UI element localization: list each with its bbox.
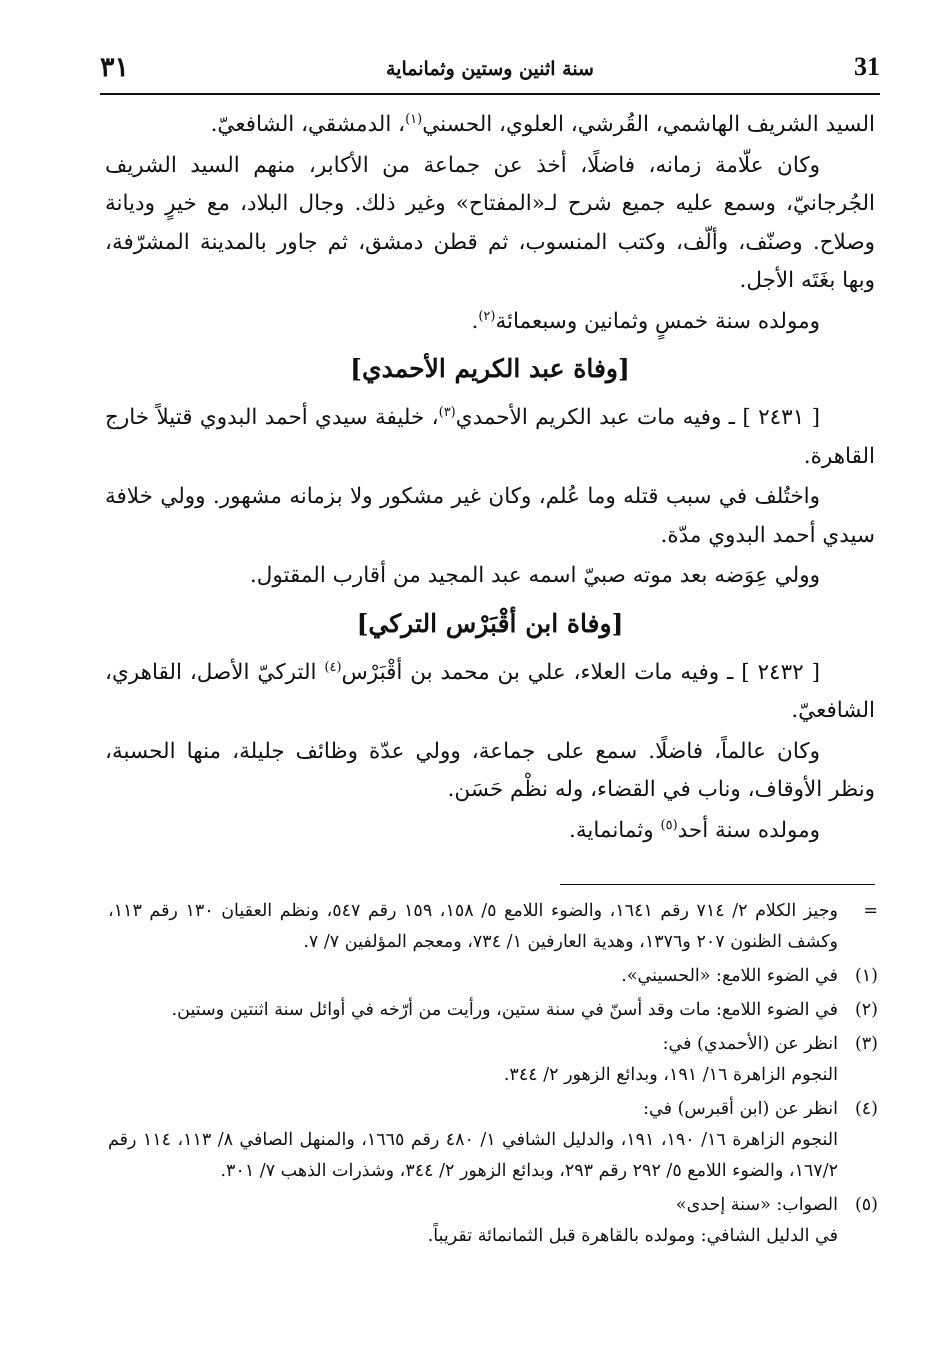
- footnote: [108, 1094, 878, 1187]
- paragraph: وكان عالماً، فاضلًا. سمع على جماعة، وولي عدّة وظائف جليلة، منها الحسبة، ونظر الأوقاف، وناب في القضاء، وله نظْم حَسَن.: [105, 738, 875, 802]
- header-rule: [100, 93, 880, 95]
- paragraph-text: ومولده سنة خمسٍ وثمانين وسبعمائة: [495, 308, 820, 334]
- section-heading: [وفاة عبد الكريم الأحمدي]: [350, 354, 630, 383]
- footnote-ref: (١): [405, 111, 423, 127]
- footnote-text: انظر عن (ابن أقبرس) في:: [643, 1099, 838, 1119]
- footnote: [108, 995, 878, 1026]
- footnote-ref: (٤): [324, 659, 342, 675]
- footnote-mark: (٢): [854, 1000, 878, 1020]
- main-text: [105, 106, 875, 852]
- footnote-text: وجيز الكلام ٢/ ٧١٤ رقم ١٦٤١، والضوء اللامع ٥/ ١٥٨، ١٥٩ رقم ٥٤٧، ونظم العقيان ١٣٠ رقم ١١٣، وكشف الظنون ٢٠٧ و١٣٧٦، وهدية العارفين ١/ ٧٣٤، ومعجم المؤلفين ٧/ ٧.: [108, 901, 838, 952]
- page-number-arabic: ٣١: [100, 52, 130, 83]
- footnote-mark: (١): [854, 966, 878, 986]
- footnote-text: النجوم الزاهرة ١٦/ ١٩١، وبدائع الزهور ٢/ ٣٤٤.: [503, 1065, 838, 1085]
- paragraph-text: ، الدمشقي، الشافعيّ.: [210, 112, 406, 137]
- paragraph-text: ومولده سنة أحد: [677, 817, 820, 843]
- footnote: [108, 961, 878, 992]
- paragraph: وولي عِوَضه بعد موته صبيّ اسمه عبد المجيد من أقارب المقتول.: [249, 563, 820, 588]
- footnote: [108, 896, 878, 958]
- footnotes: [108, 896, 878, 1255]
- entry-paragraph: [105, 399, 875, 476]
- footnote-mark: (٥): [854, 1195, 878, 1215]
- paragraph-text: التركيّ الأصل، القاهري، الشافعيّ.: [105, 659, 875, 723]
- footnote-text: في الضوء اللامع: مات وقد أسنّ في سنة ستين، ورأيت من أرّخه في أوائل سنة اثنتين وستين.: [171, 1000, 838, 1020]
- footnote-separator: [560, 884, 875, 885]
- footnote-text: الصواب: «سنة إحدى»: [675, 1195, 838, 1215]
- paragraph-text: وثمانماية.: [569, 817, 661, 843]
- paragraph-text: السيد الشريف الهاشمي، القُرشي، العلوي، الحسني: [422, 112, 875, 137]
- footnote-ref: (٥): [660, 817, 678, 833]
- footnote: [108, 1190, 878, 1252]
- paragraph: وكان علّامة زمانه، فاضلًا، أخذ عن جماعة من الأكابر، منهم السيد الشريف الجُرجانيّ، وسمع عليه جميع شرح لـ«المفتاح» وغير ذلك. وجال البلاد، مع خيرٍ وديانة وصلاح. وصنّف، وألّف، وكتب المنسوب، ثم قطن دمشق، ثم جاور بالمدينة المشرّفة، وبها بغَتَه الأجل.: [105, 152, 875, 293]
- section-heading: [وفاة ابن أقْبَرْس التركي]: [356, 608, 624, 638]
- running-title: سنة اثنين وستين وثمانماية: [386, 58, 594, 80]
- footnote-text: النجوم الزاهرة ١٦/ ١٩٠، ١٩١، والدليل الشافي ١/ ٤٨٠ رقم ١٦٦٥، والمنهل الصافي ٨/ ١١٣، ١١٤ رقم ١٦٧/٢، والضوء اللامع ٥/ ٢٩٢ رقم ٢٩٣، وبدائع الزهور ٢/ ٣٤٤، وشذرات الذهب ٧/ ٣٠١.: [108, 1130, 838, 1181]
- page-header: [100, 52, 880, 92]
- footnote-mark: (٣): [854, 1034, 878, 1054]
- entry-paragraph: [105, 654, 875, 731]
- paragraph-text: [ ٢٤٣١ ] ـ وفيه مات عبد الكريم الأحمدي: [455, 405, 820, 430]
- footnote-text: في الدليل الشافي: ومولده بالقاهرة قبل الثمانمائة تقريباً.: [427, 1226, 838, 1246]
- footnote: [108, 1029, 878, 1091]
- page-number-latin: 31: [854, 52, 880, 81]
- footnote-ref: (٣): [438, 404, 456, 420]
- paragraph: [105, 812, 875, 851]
- footnote-mark: (٤): [854, 1099, 878, 1119]
- footnote-text: انظر عن (الأحمدي) في:: [662, 1034, 838, 1054]
- paragraph-text: .: [471, 308, 479, 334]
- paragraph-text: [ ٢٤٣٢ ] ـ وفيه مات العلاء، علي بن محمد بن أقْبَرْس: [341, 659, 820, 685]
- paragraph-text: ، خليفة سيدي أحمد البدوي قتيلاً خارج القاهرة.: [105, 405, 875, 469]
- footnote-mark: =: [863, 901, 878, 921]
- paragraph: [105, 106, 875, 145]
- footnote-text: في الضوء اللامع: «الحسيني».: [621, 966, 838, 986]
- paragraph: واختُلف في سبب قتله وما عُلم، وكان غير مشكور ولا بزمانه مشهور. وولي خلافة سيدي أحمد البدوي مدّة.: [105, 484, 875, 548]
- paragraph: [105, 303, 875, 342]
- footnote-ref: (٢): [478, 308, 496, 324]
